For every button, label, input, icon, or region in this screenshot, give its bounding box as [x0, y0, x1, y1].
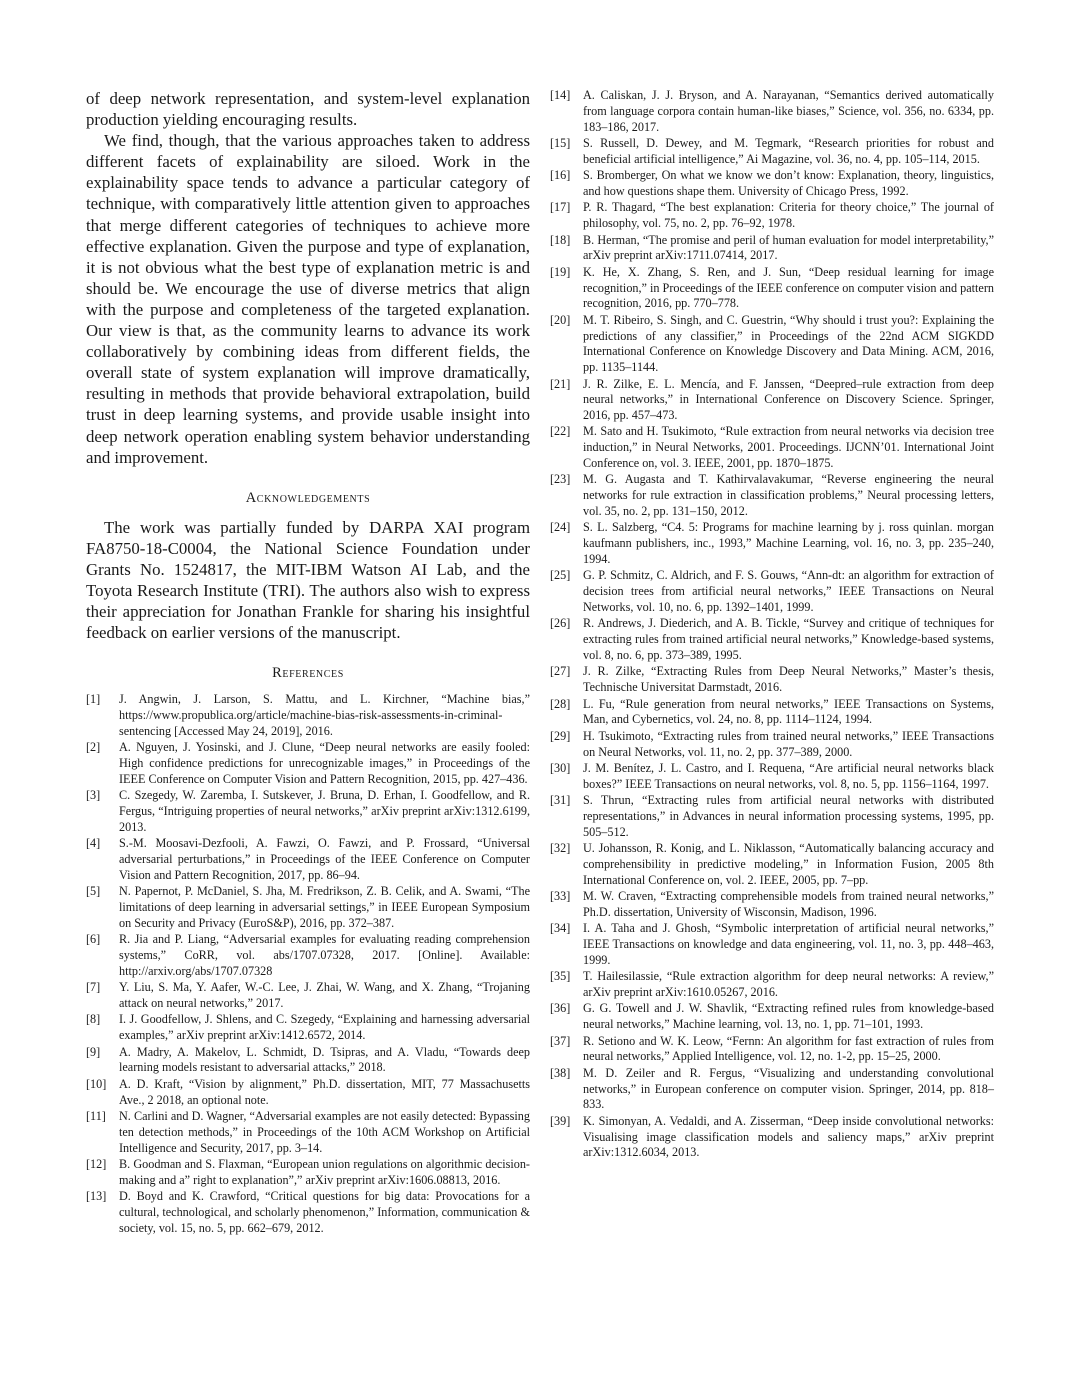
- reference-item: [550, 1034, 994, 1066]
- reference-text: I. J. Goodfellow, J. Shlens, and C. Szegedy, “Explaining and harnessing adversarial examples,” arXiv preprint arXiv:1412.6572, 2014.: [119, 1012, 530, 1043]
- reference-text: M. W. Craven, “Extracting comprehensible models from trained neural networks,” Ph.D. dissertation, University of Wisconsin, Madison, 1996.: [583, 889, 994, 919]
- reference-number: [17]: [550, 200, 571, 215]
- reference-text: K. He, X. Zhang, S. Ren, and J. Sun, “Deep residual learning for image recognition,” in Proceedings of the IEEE conference on computer vision and pattern recognition, 2016, pp. 770–778.: [583, 264, 994, 311]
- reference-number: [7]: [86, 980, 101, 995]
- reference-item: [86, 1109, 530, 1156]
- reference-item: [86, 1157, 530, 1189]
- reference-text: N. Carlini and D. Wagner, “Adversarial examples are not easily detected: Bypassing ten detection methods,” in Proceedings of the 10th ACM Workshop on Artificial Intelligence and Security, 2017, pp. 3–14.: [119, 1108, 530, 1155]
- reference-text: M. T. Ribeiro, S. Singh, and C. Guestrin, “Why should i trust you?: Explaining the predictions of any classifier,” in Proceedings of the 22nd ACM SIGKDD International Conference on Knowledge Discovery and Data Mining. ACM, 2016, pp. 1135–1144.: [583, 312, 994, 375]
- reference-text: B. Goodman and S. Flaxman, “European union regulations on algorithmic decision-making and a” right to explanation”,” arXiv preprint arXiv:1606.08813, 2016.: [119, 1156, 530, 1187]
- reference-item: [550, 1001, 994, 1033]
- reference-item: [86, 1012, 530, 1044]
- reference-item: [86, 932, 530, 979]
- reference-item: [550, 921, 994, 968]
- reference-number: [33]: [550, 889, 571, 904]
- reference-text: S.-M. Moosavi-Dezfooli, A. Fawzi, O. Fawzi, and P. Frossard, “Universal adversarial perturbations,” in Proceedings of the IEEE Conference on Computer Vision and Pattern Recognition, 2017, pp. 86–94.: [119, 836, 530, 882]
- reference-text: L. Fu, “Rule generation from neural networks,” IEEE Transactions on Systems, Man, and Cybernetics, vol. 24, no. 8, pp. 1114–1124, 1994.: [583, 696, 994, 727]
- reference-item: [550, 1066, 994, 1113]
- reference-text: H. Tsukimoto, “Extracting rules from trained neural networks,” IEEE Transactions on Neural Networks, vol. 11, no. 2, pp. 377–389, 2000.: [583, 728, 994, 759]
- reference-number: [4]: [86, 836, 101, 851]
- reference-item: [550, 88, 994, 135]
- reference-item: [550, 664, 994, 696]
- reference-text: D. Boyd and K. Crawford, “Critical questions for big data: Provocations for a cultural, technological, and scholarly phenomenon,” Information, communication & society, vol. 15, no. 5, pp. 662–679, 2012.: [119, 1189, 530, 1235]
- reference-number: [35]: [550, 969, 571, 984]
- reference-text: C. Szegedy, W. Zaremba, I. Sutskever, J. Bruna, D. Erhan, I. Goodfellow, and R. Fergus, “Intriguing properties of neural networks,” arXiv preprint arXiv:1312.6199, 2013.: [119, 788, 530, 834]
- reference-text: A. D. Kraft, “Vision by alignment,” Ph.D. dissertation, MIT, 77 Massachusetts Ave., 2 2018, an optional note.: [119, 1076, 530, 1107]
- reference-item: [550, 761, 994, 793]
- reference-text: U. Johansson, R. Konig, and L. Niklasson, “Automatically balancing accuracy and comprehensibility in predictive modeling,” in Information Fusion, 2005 8th International Conference on, vol. 2. IEEE, 2005, pp. 7–pp.: [583, 841, 994, 887]
- left-column: [86, 88, 530, 1237]
- reference-item: [550, 729, 994, 761]
- reference-number: [22]: [550, 424, 571, 439]
- reference-text: B. Herman, “The promise and peril of human evaluation for model interpretability,” arXiv preprint arXiv:1711.07414, 2017.: [583, 232, 994, 263]
- reference-item: [86, 980, 530, 1012]
- reference-text: J. Angwin, J. Larson, S. Mattu, and L. Kirchner, “Machine bias,” https://www.propublica.org/article/machine-bias-risk-assessments-in-criminal-sentencing [Accessed May 24, 2019], 2016.: [119, 692, 530, 738]
- acknowledgements-heading: Acknowledgements: [245, 489, 371, 506]
- reference-number: [31]: [550, 793, 571, 808]
- reference-number: [1]: [86, 692, 101, 707]
- reference-item: [550, 697, 994, 729]
- reference-number: [8]: [86, 1012, 101, 1027]
- reference-number: [11]: [86, 1108, 106, 1123]
- reference-text: K. Simonyan, A. Vedaldi, and A. Zisserman, “Deep inside convolutional networks: Visualising image classification models and saliency maps,” arXiv preprint arXiv:1312.6034, 2013.: [583, 1113, 994, 1160]
- reference-item: [550, 472, 994, 519]
- right-column: [550, 88, 994, 1162]
- reference-item: [550, 377, 994, 424]
- reference-text: Y. Liu, S. Ma, Y. Aafer, W.-C. Lee, J. Zhai, W. Wang, and X. Zhang, “Trojaning attack on neural networks,” 2017.: [119, 980, 530, 1010]
- reference-text: A. Nguyen, J. Yosinski, and J. Clune, “Deep neural networks are easily fooled: High confidence predictions for unrecognizable images,” in Proceedings of the IEEE Conference on Computer Vision and Pattern Recognition, 2015, pp. 427–436.: [119, 740, 530, 786]
- acknowledgements-paragraph: The work was partially funded by DARPA XAI program FA8750-18-C0004, the National Science Foundation under Grants No. 1524817, the MIT-IBM Watson AI Lab, and the Toyota Research Institute (TRI). The authors also wish to express their appreciation for Jonathan Frankle for sharing his insightful feedback on earlier versions of the manuscript.: [86, 517, 530, 643]
- reference-text: R. Jia and P. Liang, “Adversarial examples for evaluating reading comprehension systems,” CoRR, vol. abs/1707.07328, 2017. [Online]. Available: http://arxiv.org/abs/1707.07328: [119, 932, 530, 978]
- reference-number: [24]: [550, 520, 571, 535]
- reference-item: [550, 424, 994, 471]
- reference-item: [550, 616, 994, 663]
- reference-text: I. A. Taha and J. Ghosh, “Symbolic interpretation of artificial neural networks,” IEEE Transactions on knowledge and data engineering, vol. 11, no. 3, pp. 448–463, 1999.: [583, 921, 994, 967]
- reference-number: [37]: [550, 1033, 571, 1048]
- reference-item: [550, 841, 994, 888]
- reference-item: [550, 168, 994, 200]
- reference-item: [86, 836, 530, 883]
- reference-text: S. Thrun, “Extracting rules from artificial neural networks with distributed representations,” in Advances in neural information processing systems, 1995, pp. 505–512.: [583, 793, 994, 839]
- reference-number: [34]: [550, 921, 571, 936]
- reference-item: [550, 136, 994, 168]
- reference-text: G. P. Schmitz, C. Aldrich, and F. S. Gouws, “Ann-dt: an algorithm for extraction of decision trees from artificial neural networks,” IEEE Transactions on Neural Networks, vol. 10, no. 6, pp. 1392–1401, 1999.: [583, 568, 994, 615]
- reference-number: [14]: [550, 88, 571, 102]
- reference-number: [29]: [550, 728, 571, 743]
- reference-number: [3]: [86, 788, 101, 803]
- reference-number: [38]: [550, 1065, 571, 1080]
- reference-number: [2]: [86, 740, 101, 755]
- reference-item: [550, 889, 994, 921]
- reference-number: [36]: [550, 1001, 571, 1016]
- reference-text: M. D. Zeiler and R. Fergus, “Visualizing and understanding convolutional networks,” in European conference on computer vision. Springer, 2014, pp. 818–833.: [583, 1065, 994, 1112]
- references-heading: References: [272, 665, 344, 682]
- reference-number: [32]: [550, 841, 571, 856]
- reference-item: [86, 1189, 530, 1236]
- reference-number: [12]: [86, 1156, 107, 1171]
- reference-text: J. R. Zilke, “Extracting Rules from Deep Neural Networks,” Master’s thesis, Technische Universitat Darmstadt, 2016.: [583, 664, 994, 695]
- reference-number: [16]: [550, 168, 571, 183]
- reference-number: [19]: [550, 264, 571, 279]
- reference-item: [550, 233, 994, 265]
- reference-text: T. Hailesilassie, “Rule extraction algorithm for deep neural networks: A review,” arXiv preprint arXiv:1610.05267, 2016.: [583, 969, 994, 1000]
- reference-item: [86, 1045, 530, 1077]
- conclusion-paragraph-continued: of deep network representation, and system-level explanation production yielding encouraging results.: [86, 89, 530, 130]
- conclusion-paragraph: We find, though, that the various approaches taken to address different facets of explainability are siloed. Work in the explainability space tends to advance a particular category of technique, with comparatively little attention given to approaches that merge different categories of techniques to achieve more effective explanation. Given the purpose and type of explanation, it is not obvious what the best type of explanation metric is and should be. We encourage the use of diverse metrics that align with the purpose and completeness of the targeted explanation. Our view is that, as the community learns to advance its work collaboratively by combining ideas from different fields, the overall state of system explanation will improve dramatically, resulting in methods that provide behavioral extrapolation, build trust in deep learning systems, and provide usable insight into deep network operation enabling system behavior understanding and improvement.: [86, 131, 530, 467]
- reference-item: [86, 788, 530, 835]
- reference-number: [6]: [86, 932, 101, 947]
- reference-item: [550, 793, 994, 840]
- references-list-left: [86, 692, 530, 1236]
- reference-number: [39]: [550, 1113, 571, 1128]
- reference-text: J. M. Benítez, J. L. Castro, and I. Requena, “Are artificial neural networks black boxes?” IEEE Transactions on neural networks, vol. 8, no. 5, pp. 1156–1164, 1997.: [583, 760, 994, 791]
- reference-text: N. Papernot, P. McDaniel, S. Jha, M. Fredrikson, Z. B. Celik, and A. Swami, “The limitations of deep learning in adversarial settings,” in IEEE European Symposium on Security and Privacy (EuroS&P), 2016, pp. 372–387.: [119, 884, 530, 930]
- reference-number: [28]: [550, 696, 571, 711]
- reference-item: [86, 1077, 530, 1109]
- reference-item: [550, 969, 994, 1001]
- reference-text: S. Bromberger, On what we know we don’t know: Explanation, theory, linguistics, and how questions shape them. University of Chicago Press, 1992.: [583, 168, 994, 198]
- reference-number: [23]: [550, 472, 571, 487]
- reference-number: [5]: [86, 884, 101, 899]
- reference-item: [550, 200, 994, 232]
- reference-item: [86, 692, 530, 739]
- reference-item: [550, 313, 994, 376]
- reference-item: [86, 740, 530, 787]
- reference-item: [550, 1114, 994, 1161]
- reference-text: G. G. Towell and J. W. Shavlik, “Extracting refined rules from knowledge-based neural networks,” Machine learning, vol. 13, no. 1, pp. 71–101, 1993.: [583, 1001, 994, 1032]
- reference-number: [27]: [550, 664, 571, 679]
- reference-item: [550, 265, 994, 312]
- reference-number: [9]: [86, 1044, 101, 1059]
- reference-text: S. L. Salzberg, “C4. 5: Programs for machine learning by j. ross quinlan. morgan kaufmann publishers, inc., 1993,” Machine Learning, vol. 16, no. 3, pp. 235–240, 1994.: [583, 520, 994, 567]
- reference-text: M. G. Augasta and T. Kathirvalavakumar, “Reverse engineering the neural networks for rule extraction in classification problems,” Neural processing letters, vol. 35, no. 2, pp. 131–150, 2012.: [583, 472, 994, 519]
- reference-number: [21]: [550, 376, 571, 391]
- reference-number: [26]: [550, 616, 571, 631]
- reference-item: [86, 884, 530, 931]
- reference-number: [25]: [550, 568, 571, 583]
- reference-text: R. Setiono and W. K. Leow, “Fernn: An algorithm for fast extraction of rules from neural networks,” Applied Intelligence, vol. 12, no. 1-2, pp. 15–25, 2000.: [583, 1033, 994, 1064]
- reference-item: [550, 520, 994, 567]
- reference-number: [30]: [550, 760, 571, 775]
- reference-number: [13]: [86, 1189, 107, 1204]
- reference-text: S. Russell, D. Dewey, and M. Tegmark, “Research priorities for robust and beneficial artificial intelligence,” Ai Magazine, vol. 36, no. 4, pp. 105–114, 2015.: [583, 135, 994, 166]
- reference-text: A. Caliskan, J. J. Bryson, and A. Narayanan, “Semantics derived automatically from language corpora contain human-like biases,” Science, vol. 356, no. 6334, pp. 183–186, 2017.: [583, 88, 994, 134]
- reference-number: [18]: [550, 232, 571, 247]
- reference-text: R. Andrews, J. Diederich, and A. B. Tickle, “Survey and critique of techniques for extracting rules from trained artificial neural networks,” Knowledge-based systems, vol. 8, no. 6, pp. 373–389, 1995.: [583, 616, 994, 663]
- reference-number: [10]: [86, 1076, 107, 1091]
- reference-number: [15]: [550, 135, 571, 150]
- reference-text: M. Sato and H. Tsukimoto, “Rule extraction from neural networks via decision tree induction,” in Neural Networks, 2001. Proceedings. IJCNN’01. International Joint Conference on, vol. 3. IEEE, 2001, pp. 1870–1875.: [583, 424, 994, 471]
- reference-item: [550, 568, 994, 615]
- reference-text: A. Madry, A. Makelov, L. Schmidt, D. Tsipras, and A. Vladu, “Towards deep learning models resistant to adversarial attacks,” 2018.: [119, 1044, 530, 1075]
- reference-number: [20]: [550, 312, 571, 327]
- reference-text: J. R. Zilke, E. L. Mencía, and F. Janssen, “Deepred–rule extraction from deep neural networks,” in International Conference on Discovery Science. Springer, 2016, pp. 457–473.: [583, 376, 994, 423]
- references-list-right: [550, 88, 994, 1161]
- reference-text: P. R. Thagard, “The best explanation: Criteria for theory choice,” The journal of philosophy, vol. 75, no. 2, pp. 76–92, 1978.: [583, 200, 994, 231]
